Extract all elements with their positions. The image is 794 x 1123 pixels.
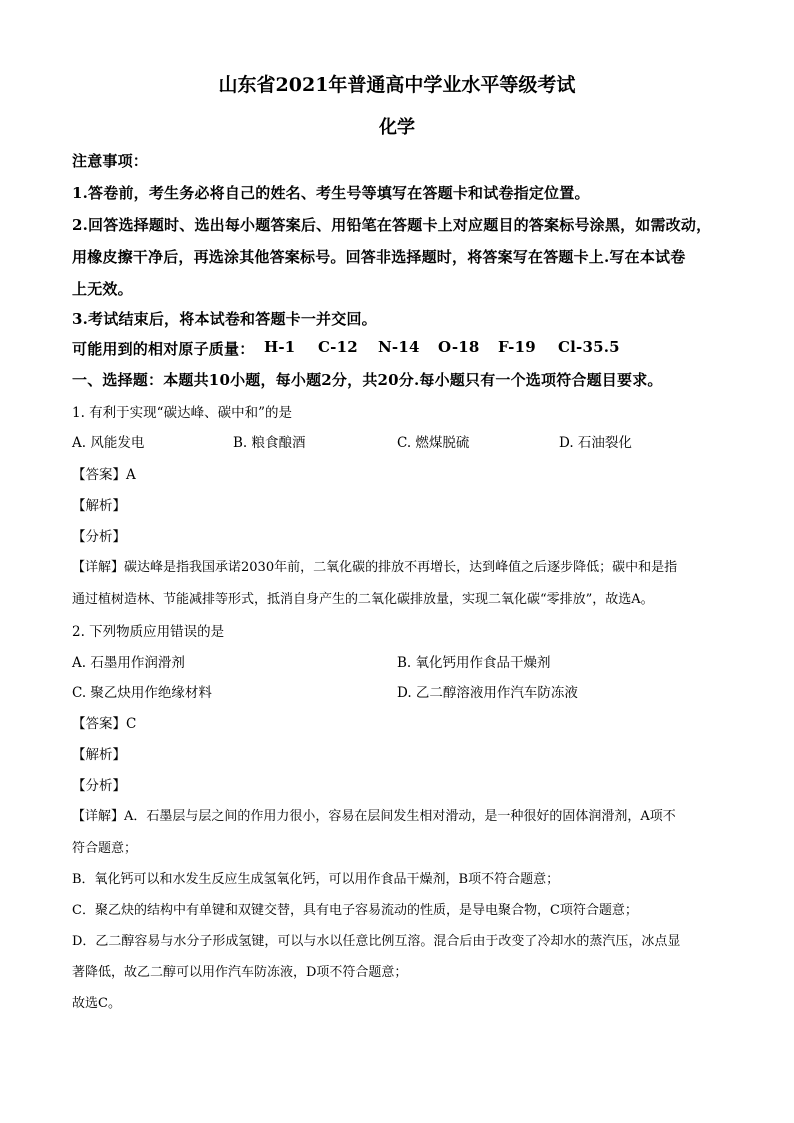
q1-option-b: B. 粮食酿酒 (233, 435, 306, 451)
notice-item-3: 3.考试结束后，将本试卷和答题卡一并交回。 (72, 310, 377, 328)
q2-option-a: A. 石墨用作润滑剂 (72, 655, 185, 671)
q1-detail-line-1: 【详解】碳达峰是指我国承诺2030年前，二氧化碳的排放不再增长，达到峰值之后逐步降低；碳中和是指 (72, 560, 678, 575)
q2-option-d: D. 乙二醇溶液用作汽车防冻液 (397, 685, 578, 701)
q1-fenxi-label: 【分析】 (72, 529, 126, 545)
question-1-stem: 1. 有利于实现“碳达峰、碳中和”的是 (72, 405, 292, 421)
atom-mass: Cl-35.5 (558, 338, 620, 356)
atom-mass: F-19 (498, 338, 536, 356)
atomic-masses-label: 可能用到的相对原子质量： (72, 340, 255, 358)
q2-detail-a-line-1: 【详解】A．石墨层与层之间的作用力很小，容易在层间发生相对滑动，是一种很好的固体润滑剂，A项不 (72, 809, 676, 824)
notice-item-1: 1.答卷前，考生务必将自己的姓名、考生号等填写在答题卡和试卷指定位置。 (72, 184, 590, 202)
q1-analysis-label: 【解析】 (72, 498, 126, 514)
atom-mass: O-18 (438, 338, 480, 356)
subject-title: 化学 (379, 117, 415, 138)
notice-item-2-line-1: 2.回答选择题时、选出每小题答案后、用铅笔在答题卡上对应题目的答案标号涂黑，如需改动， (72, 216, 712, 234)
question-2-stem: 2. 下列物质应用错误的是 (72, 624, 225, 640)
q2-answer: 【答案】C (72, 716, 137, 732)
q1-answer: 【答案】A (72, 467, 136, 483)
section-heading: 一、选择题：本题共10小题，每小题2分，共20分.每小题只有一个选项符合题目要求。 (72, 371, 663, 389)
atomic-masses (72, 338, 620, 359)
q1-option-d: D. 石油裂化 (559, 435, 632, 451)
q1-detail-line-2: 通过植树造林、节能减排等形式，抵消自身产生的二氧化碳排放量，实现二氧化碳“零排放”，故选A。 (72, 592, 654, 607)
notice-heading: 注意事项： (72, 152, 149, 170)
atom-mass: H-1 (264, 338, 296, 356)
q1-option-a: A. 风能发电 (72, 435, 145, 451)
q2-analysis-label: 【解析】 (72, 747, 126, 763)
q2-detail-d-line-2: 著降低，故乙二醇可以用作汽车防冻液，D项不符合题意； (72, 965, 408, 980)
atom-mass: N-14 (378, 338, 420, 356)
q2-detail-c: C．聚乙炔的结构中有单键和双键交替，具有电子容易流动的性质，是导电聚合物，C项符合题意； (72, 903, 638, 918)
q2-detail-a-line-2: 符合题意； (72, 841, 138, 856)
q2-option-b: B. 氧化钙用作食品干燥剂 (397, 655, 551, 671)
atom-mass: C-12 (318, 338, 358, 356)
notice-item-2-line-3: 上无效。 (72, 280, 133, 298)
q2-option-c: C. 聚乙炔用作绝缘材料 (72, 685, 212, 701)
exam-title: 山东省2021年普通高中学业水平等级考试 (218, 74, 576, 96)
q1-option-c: C. 燃煤脱硫 (397, 435, 470, 451)
q2-detail-b: B．氧化钙可以和水发生反应生成氢氧化钙，可以用作食品干燥剂，B项不符合题意； (72, 872, 560, 887)
notice-item-2-line-2: 用橡皮擦干净后，再选涂其他答案标号。回答非选择题时，将答案写在答题卡上.写在本试卷 (72, 248, 686, 266)
q2-fenxi-label: 【分析】 (72, 778, 126, 794)
q2-conclusion: 故选C。 (72, 996, 121, 1011)
q2-detail-d-line-1: D．乙二醇容易与水分子形成氢键，可以与水以任意比例互溶。混合后由于改变了冷却水的蒸汽压，冰点显 (72, 934, 681, 949)
